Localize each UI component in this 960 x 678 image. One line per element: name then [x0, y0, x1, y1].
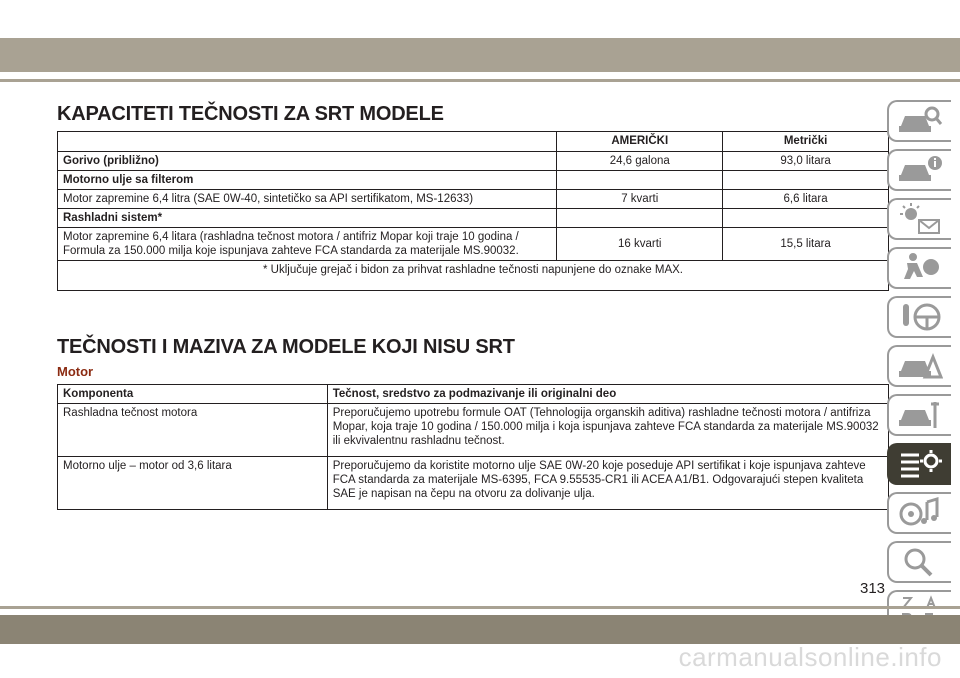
- header-metric: Metrički: [723, 132, 889, 152]
- row-metric: [723, 171, 889, 190]
- row-label: Motor zapremine 6,4 litra (SAE 0W-40, sintetičko sa API sertifikatom, MS-12633): [58, 190, 557, 209]
- warning-lights-icon: [897, 202, 943, 236]
- tab-airbag-safety[interactable]: [887, 247, 951, 289]
- row-us: 16 kvarti: [557, 228, 723, 261]
- tab-search[interactable]: [887, 541, 951, 583]
- header-component: Komponenta: [58, 385, 328, 404]
- row-metric: 15,5 litara: [723, 228, 889, 261]
- tab-steering-wheel[interactable]: [887, 296, 951, 338]
- car-info-icon: [897, 153, 943, 187]
- row-label: Motorno ulje sa filterom: [58, 171, 557, 190]
- row-fluid: Preporučujemo da koristite motorno ulje SAE 0W-20 koje poseduje API sertifikat i koje ispunjava zahteve FCA standarda za materijale MS-6395, FCA 9.55535-CR1 ili ACEA A1/B1. Odgovarajući stepen kvaliteta SAE je napisan na čepu na otvoru za dolivanje ulja.: [327, 457, 888, 510]
- table-row: [58, 209, 889, 228]
- row-label: Gorivo (približno): [58, 152, 557, 171]
- car-emergency-icon: [897, 349, 943, 383]
- steering-wheel-icon: [897, 300, 943, 334]
- row-us: 7 kvarti: [557, 190, 723, 209]
- top-divider: [0, 79, 960, 82]
- fluids-table: [57, 384, 889, 510]
- footnote-row: [58, 261, 889, 291]
- tab-warning-lights[interactable]: [887, 198, 951, 240]
- table-header-row: [58, 385, 889, 404]
- row-component: Motorno ulje – motor od 3,6 litara: [58, 457, 328, 510]
- table-row: [58, 404, 889, 457]
- specifications-icon: [897, 447, 943, 481]
- row-metric: 6,6 litara: [723, 190, 889, 209]
- srt-capacities-table: [57, 131, 889, 291]
- top-band: [0, 38, 960, 72]
- row-us: [557, 209, 723, 228]
- row-metric: [723, 209, 889, 228]
- table-row: [58, 457, 889, 510]
- header-empty: [58, 132, 557, 152]
- tab-car-service[interactable]: [887, 394, 951, 436]
- search-icon: [897, 545, 943, 579]
- row-label: Motor zapremine 6,4 litara (rashladna tečnost motora / antifriz Mopar koji traje 10 godina / Formula za 150.000 milja koje ispunjava zahteve FCA standarda za materijale MS.90032.: [58, 228, 557, 261]
- tab-car-search[interactable]: [887, 100, 951, 142]
- multimedia-icon: [897, 496, 943, 530]
- tab-car-info[interactable]: [887, 149, 951, 191]
- table-row: [58, 190, 889, 209]
- header-us: AMERIČKI: [557, 132, 723, 152]
- airbag-safety-icon: [897, 251, 943, 285]
- table-row: [58, 228, 889, 261]
- tab-car-emergency[interactable]: [887, 345, 951, 387]
- watermark: carmanualsonline.info: [678, 642, 942, 672]
- chapter-tabs: [887, 100, 953, 639]
- row-us: 24,6 galona: [557, 152, 723, 171]
- row-fluid: Preporučujemo upotrebu formule OAT (Tehnologija organskih aditiva) rashladne tečnosti motora / antifriza Mopar, koja traje 10 godina / 150.000 milja i koja ispunjava zahteve FCA standarda za materijale MS.90032 ili ekvivalentnu rashladnu tečnost.: [327, 404, 888, 457]
- section1-title: KAPACITETI TEČNOSTI ZA SRT MODELE: [57, 103, 444, 125]
- header-fluid: Tečnost, sredstvo za podmazivanje ili originalni deo: [327, 385, 888, 404]
- table-row: [58, 152, 889, 171]
- table-header-row: [58, 132, 889, 152]
- footnote: * Uključuje grejač i bidon za prihvat rashladne tečnosti napunjene do oznake MAX.: [58, 261, 889, 291]
- page-number: 313: [860, 580, 886, 597]
- tab-specifications[interactable]: [887, 443, 951, 485]
- car-search-icon: [897, 104, 943, 138]
- section2-title: TEČNOSTI I MAZIVA ZA MODELE KOJI NISU SRT: [57, 336, 515, 358]
- row-label: Rashladni sistem*: [58, 209, 557, 228]
- row-us: [557, 171, 723, 190]
- row-component: Rashladna tečnost motora: [58, 404, 328, 457]
- row-metric: 93,0 litara: [723, 152, 889, 171]
- tab-multimedia[interactable]: [887, 492, 951, 534]
- car-service-icon: [897, 398, 943, 432]
- section2-subtitle: Motor: [57, 364, 94, 379]
- table-row: [58, 171, 889, 190]
- bottom-band: [0, 615, 960, 644]
- bottom-divider: [0, 606, 960, 609]
